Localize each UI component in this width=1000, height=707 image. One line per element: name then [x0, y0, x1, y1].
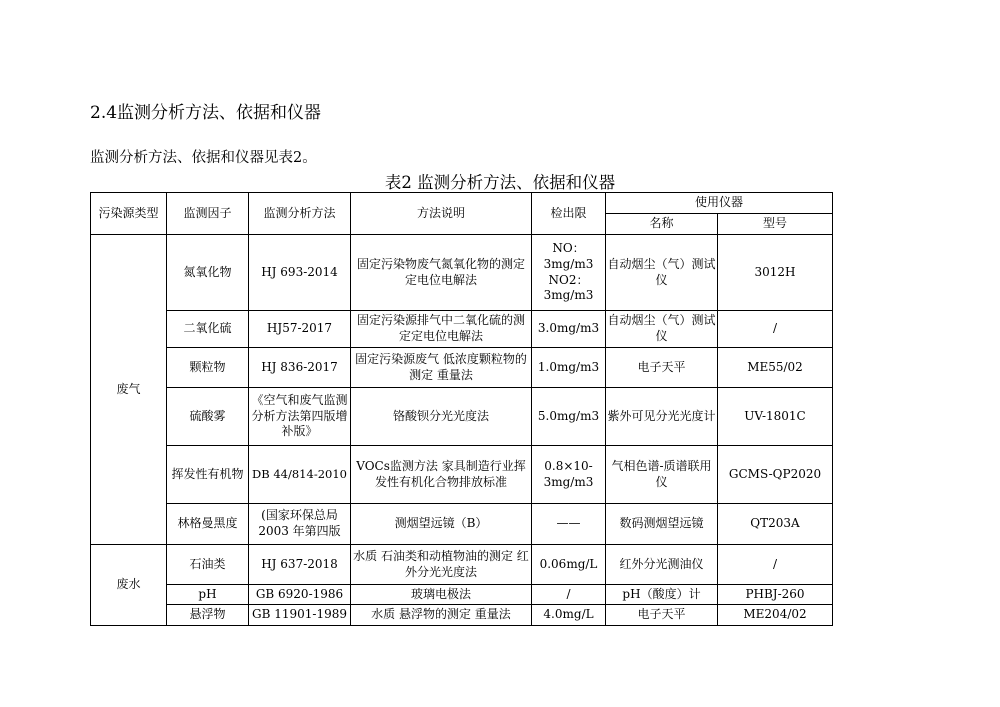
cell-method: (国家环保总局2003 年第四版 — [249, 504, 351, 545]
cell-instrument-model: ME204/02 — [718, 605, 833, 626]
cell-instrument-model: 3012H — [718, 235, 833, 311]
cell-description: 玻璃电极法 — [351, 585, 532, 605]
cell-instrument-name: pH（酸度）计 — [606, 585, 718, 605]
cell-method: DB 44/814-2010 — [249, 446, 351, 504]
cell-instrument-model: QT203A — [718, 504, 833, 545]
cell-factor: pH — [167, 585, 249, 605]
cell-limit: 4.0mg/L — [532, 605, 606, 626]
cell-instrument-model: UV-1801C — [718, 388, 833, 446]
cell-instrument-name: 红外分光测油仪 — [606, 545, 718, 585]
cell-factor: 林格曼黑度 — [167, 504, 249, 545]
cell-description: VOCs监测方法 家具制造行业挥发性有机化合物排放标准 — [351, 446, 532, 504]
cell-method: GB 6920-1986 — [249, 585, 351, 605]
cell-instrument-model: / — [718, 545, 833, 585]
group-water: 废水 — [91, 545, 167, 626]
table-row — [91, 545, 833, 585]
cell-limit: 5.0mg/m3 — [532, 388, 606, 446]
table-row — [91, 585, 833, 605]
cell-limit: 1.0mg/m3 — [532, 348, 606, 388]
cell-instrument-name: 紫外可见分光光度计 — [606, 388, 718, 446]
header-instrument: 使用仪器 — [606, 193, 833, 214]
header-instrument-name: 名称 — [606, 214, 718, 235]
table-row — [91, 605, 833, 626]
cell-instrument-name: 气相色谱-质谱联用仪 — [606, 446, 718, 504]
cell-factor: 二氧化硫 — [167, 311, 249, 348]
header-method: 监测分析方法 — [249, 193, 351, 235]
group-gas: 废气 — [91, 235, 167, 545]
cell-method: HJ 637-2018 — [249, 545, 351, 585]
cell-instrument-name: 数码测烟望远镜 — [606, 504, 718, 545]
cell-description: 铬酸钡分光光度法 — [351, 388, 532, 446]
cell-factor: 氮氧化物 — [167, 235, 249, 311]
table-row — [91, 348, 833, 388]
table-row — [91, 311, 833, 348]
table-caption: 表2 监测分析方法、依据和仪器 — [384, 173, 616, 192]
cell-instrument-model: ME55/02 — [718, 348, 833, 388]
section-heading: 2.4监测分析方法、依据和仪器 — [90, 103, 322, 123]
cell-method: GB 11901-1989 — [249, 605, 351, 626]
header-description: 方法说明 — [351, 193, 532, 235]
cell-description: 固定污染源排气中二氧化硫的测定定电位电解法 — [351, 311, 532, 348]
cell-limit: / — [532, 585, 606, 605]
cell-description: 固定污染源废气 低浓度颗粒物的测定 重量法 — [351, 348, 532, 388]
table-row — [91, 235, 833, 311]
cell-limit: NO：3mg/m3 NO2：3mg/m3 — [532, 235, 606, 311]
cell-method: 《空气和废气监测分析方法第四版增补版》 — [249, 388, 351, 446]
header-instrument-model: 型号 — [718, 214, 833, 235]
header-detection-limit: 检出限 — [532, 193, 606, 235]
table-row — [91, 446, 833, 504]
cell-instrument-model: PHBJ-260 — [718, 585, 833, 605]
cell-factor: 悬浮物 — [167, 605, 249, 626]
cell-limit: 3.0mg/m3 — [532, 311, 606, 348]
table-row — [91, 504, 833, 545]
header-source-type: 污染源类型 — [91, 193, 167, 235]
table-row — [91, 388, 833, 446]
cell-instrument-name: 电子天平 — [606, 348, 718, 388]
cell-method: HJ 693-2014 — [249, 235, 351, 311]
monitoring-methods-table — [90, 192, 833, 626]
cell-description: 水质 石油类和动植物油的测定 红外分光光度法 — [351, 545, 532, 585]
cell-limit: —— — [532, 504, 606, 545]
cell-factor: 硫酸雾 — [167, 388, 249, 446]
cell-factor: 挥发性有机物 — [167, 446, 249, 504]
header-factor: 监测因子 — [167, 193, 249, 235]
cell-description: 测烟望远镜（B） — [351, 504, 532, 545]
cell-factor: 石油类 — [167, 545, 249, 585]
cell-instrument-name: 电子天平 — [606, 605, 718, 626]
cell-limit: 0.8×10-3mg/m3 — [532, 446, 606, 504]
cell-method: HJ 836-2017 — [249, 348, 351, 388]
cell-instrument-model: / — [718, 311, 833, 348]
intro-text: 监测分析方法、依据和仪器见表2。 — [90, 150, 317, 166]
cell-instrument-model: GCMS-QP2020 — [718, 446, 833, 504]
cell-method: HJ57-2017 — [249, 311, 351, 348]
cell-description: 固定污染物废气氮氧化物的测定 定电位电解法 — [351, 235, 532, 311]
cell-factor: 颗粒物 — [167, 348, 249, 388]
cell-limit: 0.06mg/L — [532, 545, 606, 585]
cell-description: 水质 悬浮物的测定 重量法 — [351, 605, 532, 626]
cell-instrument-name: 自动烟尘（气）测试仪 — [606, 311, 718, 348]
cell-instrument-name: 自动烟尘（气）测试仪 — [606, 235, 718, 311]
